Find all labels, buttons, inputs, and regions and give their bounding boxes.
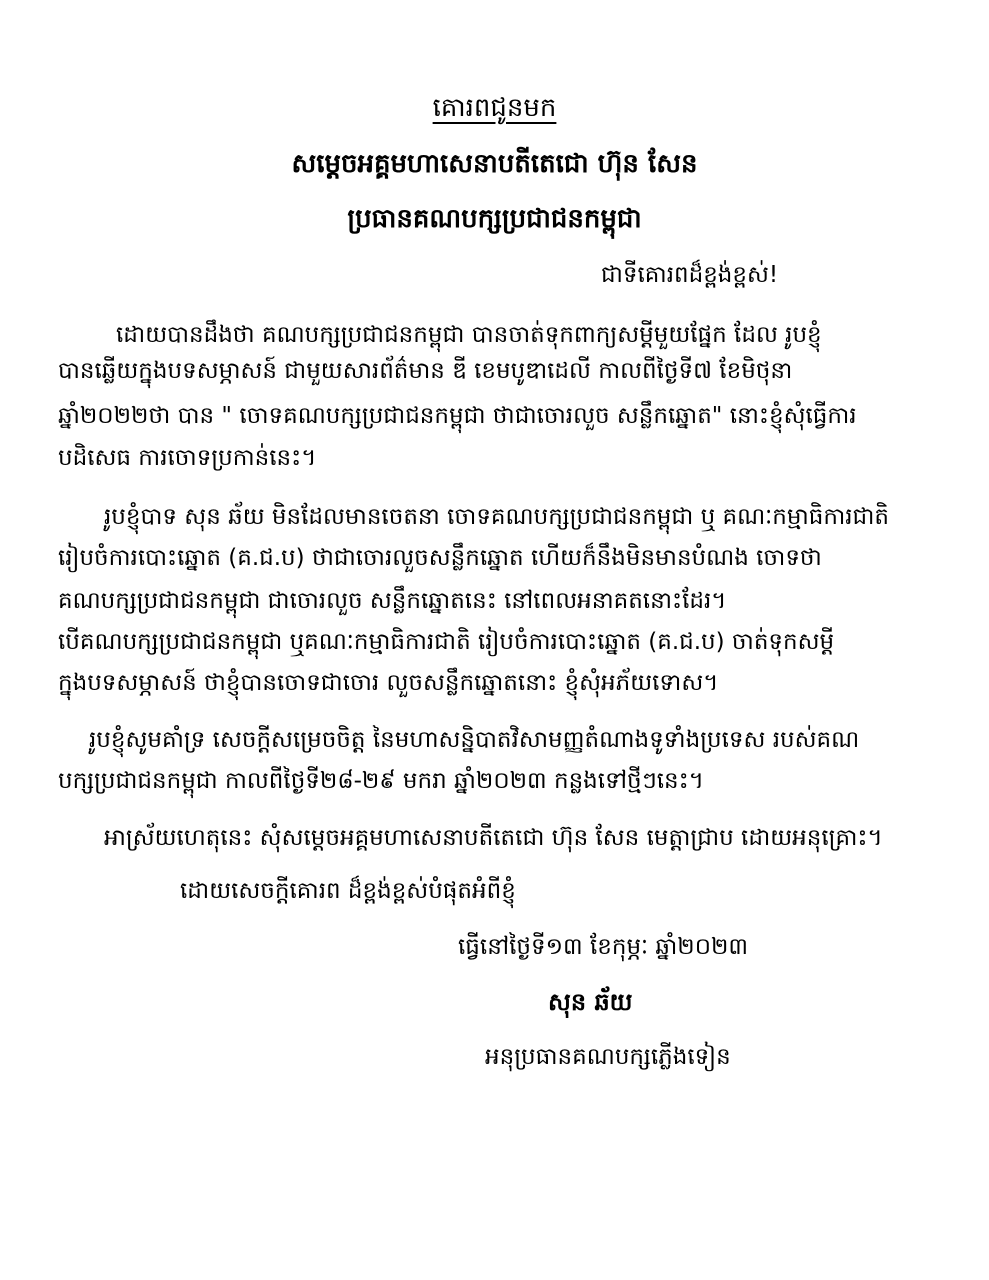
- heading-to: គោរពជូនមក: [432, 93, 557, 123]
- paragraph-line: រៀបចំការបោះឆ្នោត (គ.ជ.ប) ថាជាចោរលួចសន្លឹកឆ្នោត ហើយក៏នឹងមិនមានបំណង ចោទថា: [58, 545, 822, 571]
- paragraph-line: គណបក្សប្រជាជនកម្ពុជា ជាចោរលួច សន្លឹកឆ្នោតនេះ នៅពេលអនាគតនោះដែរ។: [58, 588, 727, 614]
- paragraph-line: ដោយបានដឹងថា គណបក្សប្រជាជនកម្ពុជា បានចាត់ទុកពាក្យសម្តីមួយផ្នែក ដែល រូបខ្ញុំ: [116, 322, 822, 348]
- date-line: ធ្វើនៅថ្ងៃទី១៣ ខែកុម្ភៈ ឆ្នាំ២០២៣: [458, 934, 749, 960]
- salutation: ជាទីគោរពដ៏ខ្ពង់ខ្ពស់!: [601, 262, 779, 288]
- paragraph-line: ក្នុងបទសម្ភាសន៍ ថាខ្ញុំបានចោទជាចោរ លួចសន្លឹកឆ្នោតនោះ ខ្ញុំសុំអភ័យទោស។: [58, 670, 719, 696]
- signer-title: អនុប្រធានគណបក្សភ្លើងទៀន: [485, 1044, 731, 1070]
- closing: ដោយសេចក្តីគោរព ដ៏ខ្ពង់ខ្ពស់បំផុតអំពីខ្ញុំ: [180, 878, 516, 904]
- signer-name: សុន ឆ័យ: [548, 988, 633, 1016]
- paragraph-line: រូបខ្ញុំសូមគាំទ្រ សេចក្តីសម្រេចចិត្ត នៃមហាសន្និបាតវិសាមញ្ញតំណាងទូទាំងប្រទេស របស់គណ: [89, 727, 860, 753]
- paragraph-line: រូបខ្ញុំបាទ សុន ឆ័យ មិនដែលមានចេតនា ចោទគណបក្សប្រជាជនកម្ពុជា ឬ គណៈកម្មាធិការជាតិ: [104, 504, 890, 530]
- paragraph-4: អាស្រ័យហេតុនេះ សុំសម្តេចអគ្គមហាសេនាបតីតេជោ ហ៊ុន សែន មេត្តាជ្រាប ដោយអនុគ្រោះ។: [104, 825, 883, 851]
- paragraph-line: បើគណបក្សប្រជាជនកម្ពុជា ឬគណៈកម្មាធិការជាតិ រៀបចំការបោះឆ្នោត (គ.ជ.ប) ចាត់ទុកសម្តី: [58, 629, 835, 655]
- paragraph-line: ឆ្នាំ២០២២ថា បាន " ចោទគណបក្សប្រជាជនកម្ពុជា ថាជាចោរលួច សន្លឹកឆ្នោត" នោះខ្ញុំសុំធ្វើការ: [58, 403, 857, 429]
- paragraph-line: បដិសេធ ការចោទប្រកាន់នេះ។: [58, 445, 317, 471]
- recipient-title: ប្រធានគណបក្សប្រជាជនកម្ពុជា: [347, 204, 642, 234]
- paragraph-line: បក្សប្រជាជនកម្ពុជា កាលពីថ្ងៃទី២៨-២៩ មករា ឆ្នាំ២០២៣ កន្លងទៅថ្មីៗនេះ។: [58, 768, 704, 794]
- recipient-name: សម្តេចអគ្គមហាសេនាបតីតេជោ ហ៊ុន សែន: [291, 149, 698, 179]
- paragraph-line: បានឆ្លើយក្នុងបទសម្ភាសន៍ ជាមួយសារព័ត៌មាន ឌី ខេមបូឌាដេលី កាលពីថ្ងៃទី៧ ខែមិថុនា: [58, 358, 793, 384]
